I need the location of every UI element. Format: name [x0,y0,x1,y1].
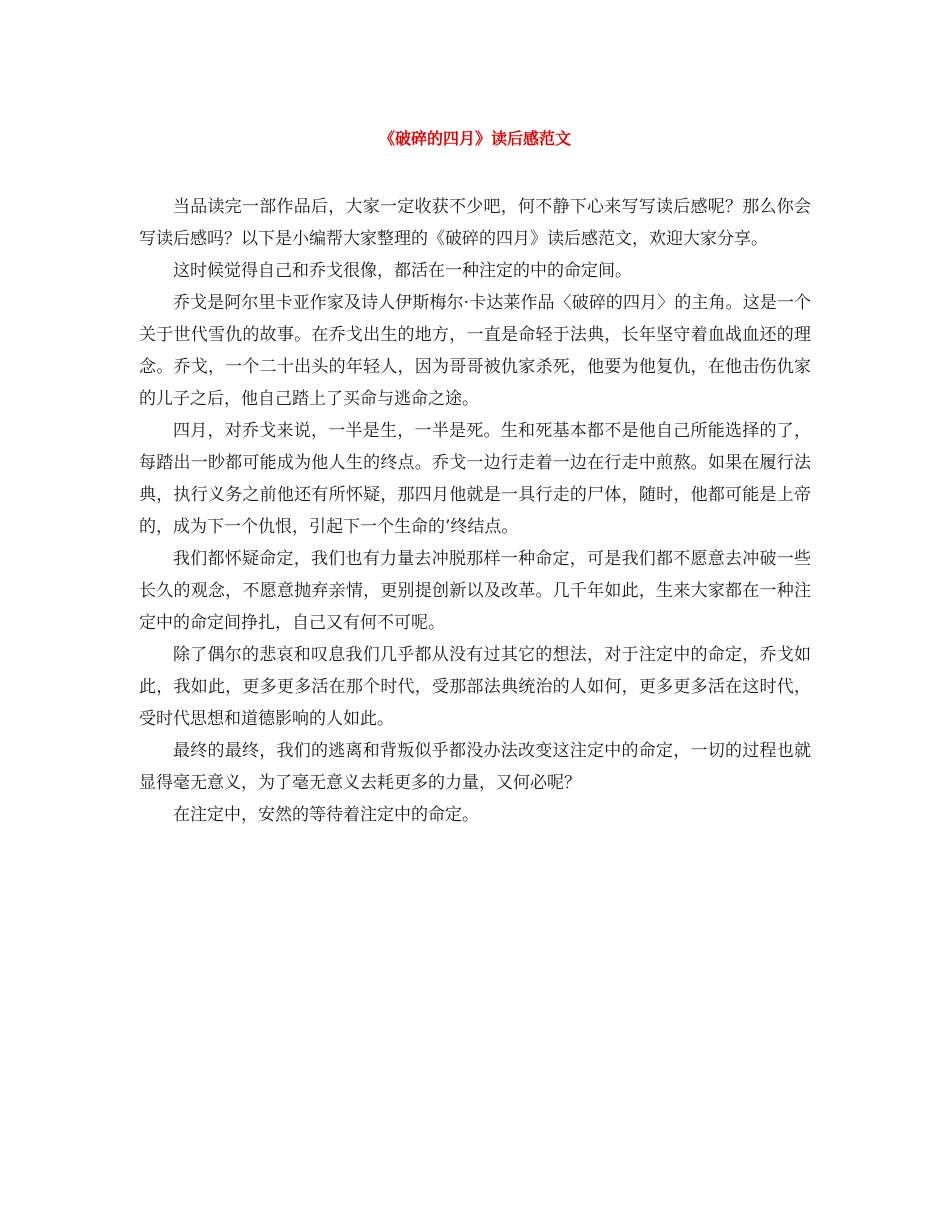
paragraph-6: 除了偶尔的悲哀和叹息我们几乎都从没有过其它的想法，对于注定中的命定，乔戈如此，我如此，更多更多活在那个时代，受那部法典统治的人如何，更多更多活在这时代，受时代思想和道德影响的人如此。 [139,645,811,729]
document-title: 《破碎的四月》读后感范文 [378,129,571,148]
paragraph-4: 四月，对乔戈来说，一半是生，一半是死。生和死基本都不是他自己所能选择的了，每踏出一眇都可能成为他人生的终点。乔戈一边行走着一边在行走中煎熬。如果在履行法典，执行义务之前他还有所怀疑，那四月他就是一具行走的尸体，随时，他都可能是上帝的，成为下一个仇恨，引起下一个生命的’终结点。 [139,421,811,537]
paragraph-7: 最终的最终，我们的逃离和背叛似乎都没办法改变这注定中的命定，一切的过程也就显得毫无意义，为了毫无意义去耗更多的力量，又何必呢？ [139,741,811,793]
paragraph-3: 乔戈是阿尔里卡亚作家及诗人伊斯梅尔·卡达莱作品〈破碎的四月〉的主角。这是一个关于世代雪仇的故事。在乔戈出生的地方，一直是命轻于法典，长年坚守着血战血还的理念。乔戈，一个二十出头的年轻人，因为哥哥被仇家杀死，他要为他复仇，在他击伤仇家的儿子之后，他自己踏上了买命与逃命之途。 [139,293,811,409]
paragraph-5: 我们都怀疑命定，我们也有力量去冲脱那样一种命定，可是我们都不愿意去冲破一些长久的观念，不愿意抛弃亲情，更别提创新以及改革。几千年如此，生来大家都在一种注定中的命定间挣扎，自己又有何不可呢。 [139,549,811,633]
paragraph-8: 在注定中，安然的等待着注定中的命定。 [173,805,479,825]
paragraph-1: 当品读完一部作品后，大家一定收获不少吧，何不静下心来写写读后感呢？那么你会写读后感吗？以下是小编帮大家整理的《破碎的四月》读后感范文，欢迎大家分享。 [139,197,811,249]
document-body [139,191,811,831]
paragraph-2: 这时候觉得自己和乔戈很像，都活在一种注定的中的命定间。 [173,261,632,281]
